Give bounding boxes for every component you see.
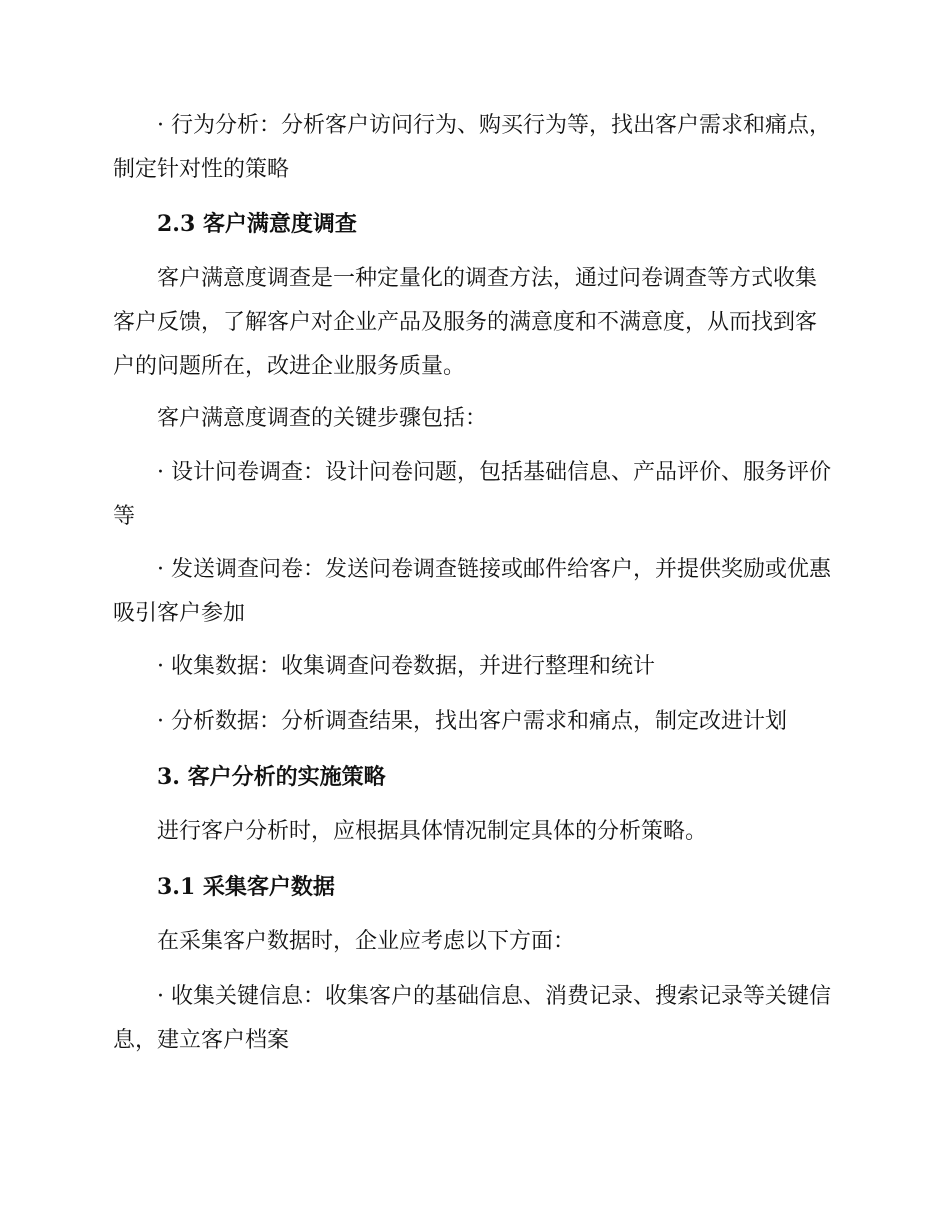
bullet-collect-data: · 收集数据：收集调查问卷数据，并进行整理和统计: [157, 654, 655, 679]
bullet-design-questionnaire: · 设计问卷调查：设计问卷问题，包括基础信息、产品评价、服务评价等: [113, 460, 831, 529]
section-heading-3: 3. 客户分析的实施策略: [157, 764, 386, 790]
bullet-send-questionnaire: · 发送调查问卷：发送问卷调查链接或邮件给客户，并提供奖励或优惠吸引客户参加: [113, 557, 831, 626]
paragraph-satisfaction-survey: 客户满意度调查是一种定量化的调查方法，通过问卷调查等方式收集客户反馈，了解客户对企业产品及服务的满意度和不满意度，从而找到客户的问题所在，改进企业服务质量。: [113, 266, 818, 379]
bullet-behavior-analysis: · 行为分析：分析客户访问行为、购买行为等，找出客户需求和痛点，制定针对性的策略: [113, 113, 831, 182]
paragraph-collect-considerations: 在采集客户数据时，企业应考虑以下方面：: [157, 929, 576, 954]
paragraph-key-steps-intro: 客户满意度调查的关键步骤包括：: [157, 406, 488, 431]
section-heading-3-1: 3.1 采集客户数据: [157, 874, 335, 900]
paragraph-strategy-intro: 进行客户分析时，应根据具体情况制定具体的分析策略。: [157, 819, 708, 844]
bullet-collect-key-info: · 收集关键信息：收集客户的基础信息、消费记录、搜索记录等关键信息，建立客户档案: [113, 984, 831, 1053]
bullet-analyze-data: · 分析数据：分析调查结果，找出客户需求和痛点，制定改进计划: [157, 709, 787, 734]
section-heading-2-3: 2.3 客户满意度调查: [157, 211, 357, 237]
